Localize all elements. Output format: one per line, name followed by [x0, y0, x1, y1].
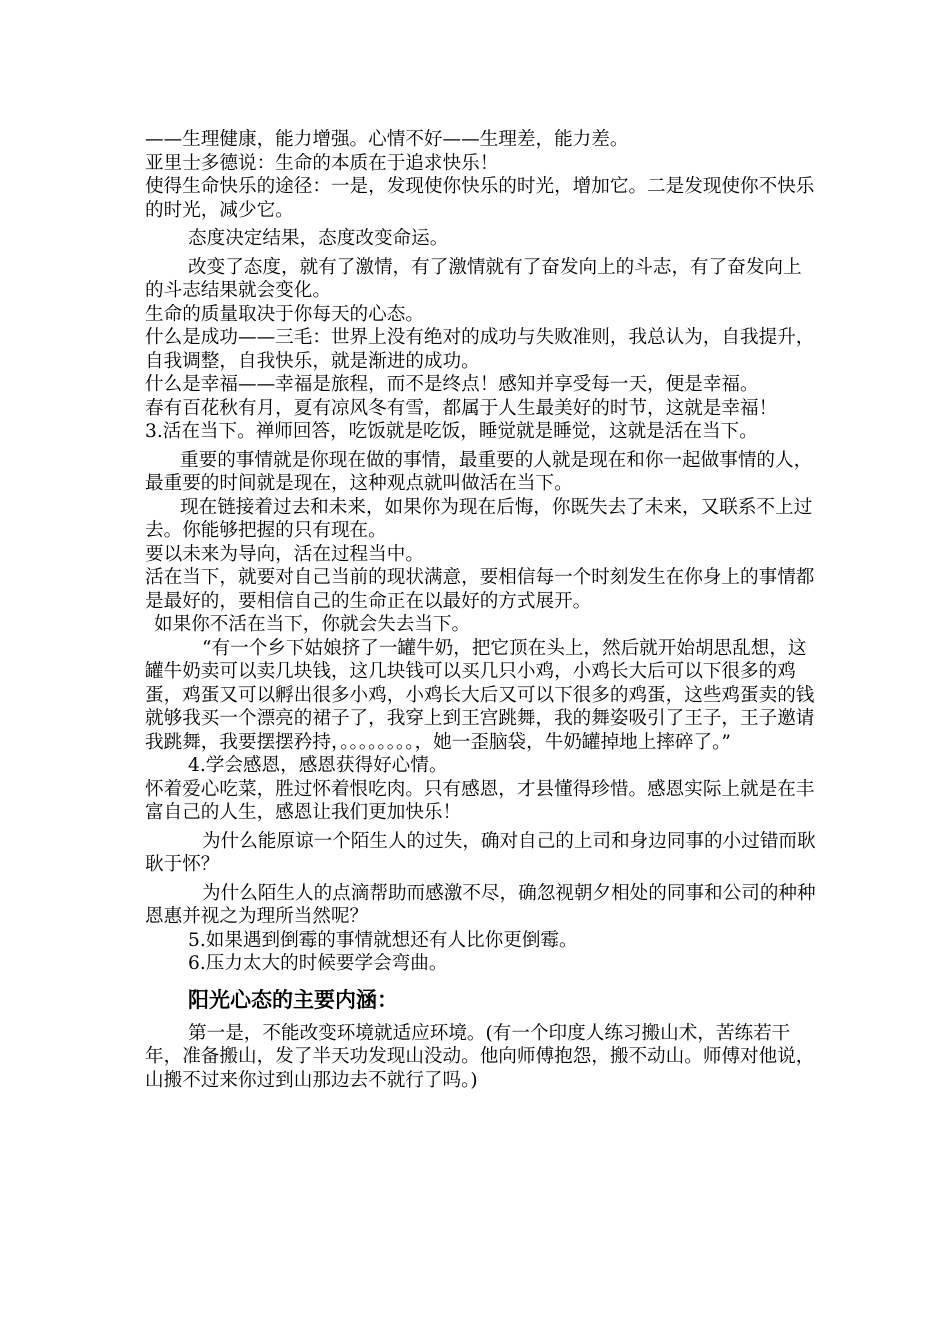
- paragraph: 5.如果遇到倒霉的事情就想还有人比你更倒霉。: [188, 929, 578, 951]
- paragraph: 怀着爱心吃菜，胜过怀着恨吃肉。只有感恩，才县懂得珍惜。感恩实际上就是在丰富自己的人生，感恩让我们更加快乐！: [145, 778, 815, 823]
- paragraph: 态度决定结果，态度改变命运。: [188, 228, 449, 249]
- paragraph: 如果你不活在当下，你就会失去当下。: [154, 614, 471, 635]
- paragraph: 改变了态度，就有了激情，有了激情就有了奋发向上的斗志，有了奋发向上的斗志结果就会变化。: [145, 256, 802, 301]
- document-page: [145, 128, 817, 1092]
- paragraph: 什么是成功——三毛：世界上没有绝对的成功与失败准则，我总认为，自我提升，自我调整，自我快乐，就是渐进的成功。: [145, 327, 815, 372]
- paragraph: 生命的质量取决于你每天的心态。: [145, 303, 424, 325]
- paragraph: 3.活在当下。禅师回答，吃饭就是吃饭，睡觉就是睡觉，这就是活在当下。: [145, 421, 758, 442]
- paragraph: 为什么陌生人的点滴帮助而感激不尽，确忽视朝夕相处的同事和公司的种种恩惠并视之为理所当然呢？: [145, 882, 816, 927]
- paragraph: 亚里士多德说：生命的本质在于追求快乐！: [145, 152, 499, 174]
- paragraph: 什么是幸福——幸福是旅程，而不是终点！感知并享受每一天，便是幸福。: [145, 374, 759, 395]
- paragraph: 活在当下，就要对自己当前的现状满意，要相信每一个时刻发生在你身上的事情都是最好的，要相信自己的生命正在以最好的方式展开。: [145, 567, 815, 612]
- paragraph: ——生理健康，能力增强。心情不好——生理差，能力差。: [145, 129, 629, 150]
- quote-paragraph: “有一个乡下姑娘挤了一罐牛奶，把它顶在头上，然后就开始胡思乱想，这罐牛奶卖可以卖几块钱，这几块钱可以买几只小鸡，小鸡长大后可以下很多的鸡蛋，鸡蛋又可以孵出很多小鸡，小鸡长大后又可以下很多的鸡蛋，这些鸡蛋卖的钱就够我买一个漂亮的裙子了，我穿上到王宫跳舞，我的舞姿吸引了王子，王子邀请我跳舞，我要摆摆矜持，。。。。。。。。，她一歪脑袋，牛奶罐掉地上摔碎了。”: [145, 637, 815, 753]
- paragraph: 4.学会感恩，感恩获得好心情。: [188, 755, 448, 776]
- paragraph: 重要的事情就是你现在做的事情，最重要的人就是现在和你一起做事情的人，最重要的时间就是现在，这种观点就叫做活在当下。: [145, 449, 813, 494]
- paragraph: 现在链接着过去和未来，如果你为现在后悔，你既失去了未来，又联系不上过去。你能够把握的只有现在。: [145, 496, 813, 541]
- paragraph: 春有百花秋有月，夏有凉风冬有雪，都属于人生最美好的时节，这就是幸福！: [145, 397, 778, 419]
- section-heading: 阳光心态的主要内涵：: [188, 987, 398, 1012]
- paragraph: 为什么能原谅一个陌生人的过失，确对自己的上司和身边同事的小过错而耿耿于怀？: [145, 830, 816, 875]
- paragraph: 使得生命快乐的途径：一是，发现使你快乐的时光，增加它。二是发现使你不快乐的时光，减少它。: [145, 176, 815, 221]
- paragraph: 6.压力太大的时候要学会弯曲。: [188, 953, 448, 974]
- paragraph: 第一是，不能改变环境就适应环境。(有一个印度人练习搬山术，苦练若干年，准备搬山，发了半天功发现山没动。他向师傅抱怨，搬不动山。师傅对他说，山搬不过来你过到山那边去不就行了吗。): [145, 1022, 815, 1091]
- paragraph: 要以未来为导向，活在过程当中。: [145, 543, 424, 565]
